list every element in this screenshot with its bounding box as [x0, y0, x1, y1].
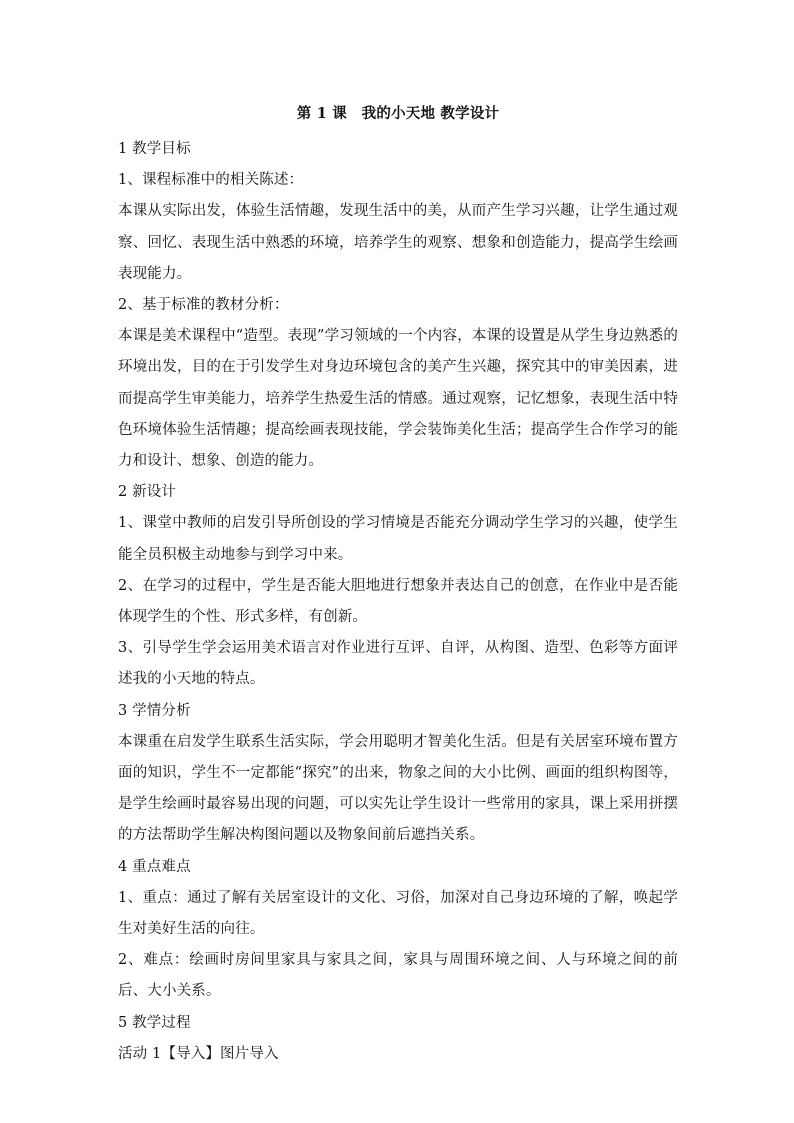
- paragraph-curriculum-standard: 本课从实际出发，体验生活情趣，发现生活中的美，从而产生学习兴趣，让学生通过观察、回忆、表现生活中熟悉的环境，培养学生的观察、想象和创造能力，提高学生绘画表现能力。: [118, 203, 678, 282]
- section-heading-new-design: 2 新设计: [118, 484, 177, 501]
- activity-heading: 活动 1【导入】图片导入: [118, 1045, 279, 1062]
- subheading-curriculum-standard: 1、课程标准中的相关陈述：: [118, 172, 304, 189]
- document-title: 第 1 课 我的小天地 教学设计: [296, 105, 500, 122]
- section-heading-teaching-process: 5 教学过程: [118, 1014, 191, 1031]
- paragraph-design-1: 1、课堂中教师的启发引导所创设的学习情境是否能充分调动学生学习的兴趣，使学生能全员积极主动地参与到学习中来。: [118, 515, 678, 563]
- paragraph-difficult-point: 2、难点：绘画时房间里家具与家具之间，家具与周围环境之间、人与环境之间的前后、大小关系。: [118, 952, 678, 1000]
- paragraph-textbook-analysis: 本课是美术课程中“造型。表现”学习领域的一个内容，本课的设置是从学生身边熟悉的环境出发，目的在于引发学生对身边环境包含的美产生兴趣，探究其中的审美因素，进而提高学生审美能力，培养学生热爱生活的情感。通过观察，记忆想象，表现生活中特色环境体验生活情趣；提高绘画表现技能，学会装饰美化生活；提高学生合作学习的能力和设计、想象、创造的能力。: [118, 328, 678, 470]
- paragraph-student-analysis: 本课重在启发学生联系生活实际，学会用聪明才智美化生活。但是有关居室环境布置方面的知识，学生不一定都能“探究”的出来，物象之间的大小比例、画面的组织构图等，是学生绘画时最容易出现的问题，可以实先让学生设计一些常用的家具，课上采用拼摆的方法帮助学生解决构图问题以及物象间前后遮挡关系。: [118, 733, 678, 844]
- paragraph-design-3: 3、引导学生学会运用美术语言对作业进行互评、自评，从构图、造型、色彩等方面评述我的小天地的特点。: [118, 640, 678, 688]
- section-heading-key-points: 4 重点难点: [118, 858, 191, 875]
- subheading-textbook-analysis: 2、基于标准的教材分析：: [118, 297, 289, 314]
- section-heading-student-analysis: 3 学情分析: [118, 702, 191, 719]
- document-page: [118, 100, 678, 1070]
- section-heading-objectives: 1 教学目标: [118, 141, 191, 157]
- paragraph-design-2: 2、在学习的过程中，学生是否能大胆地进行想象并表达自己的创意，在作业中是否能体现学生的个性、形式多样，有创新。: [118, 577, 678, 626]
- paragraph-key-point: 1、重点：通过了解有关居室设计的文化、习俗，加深对自己身边环境的了解，唤起学生对美好生活的向往。: [118, 889, 678, 938]
